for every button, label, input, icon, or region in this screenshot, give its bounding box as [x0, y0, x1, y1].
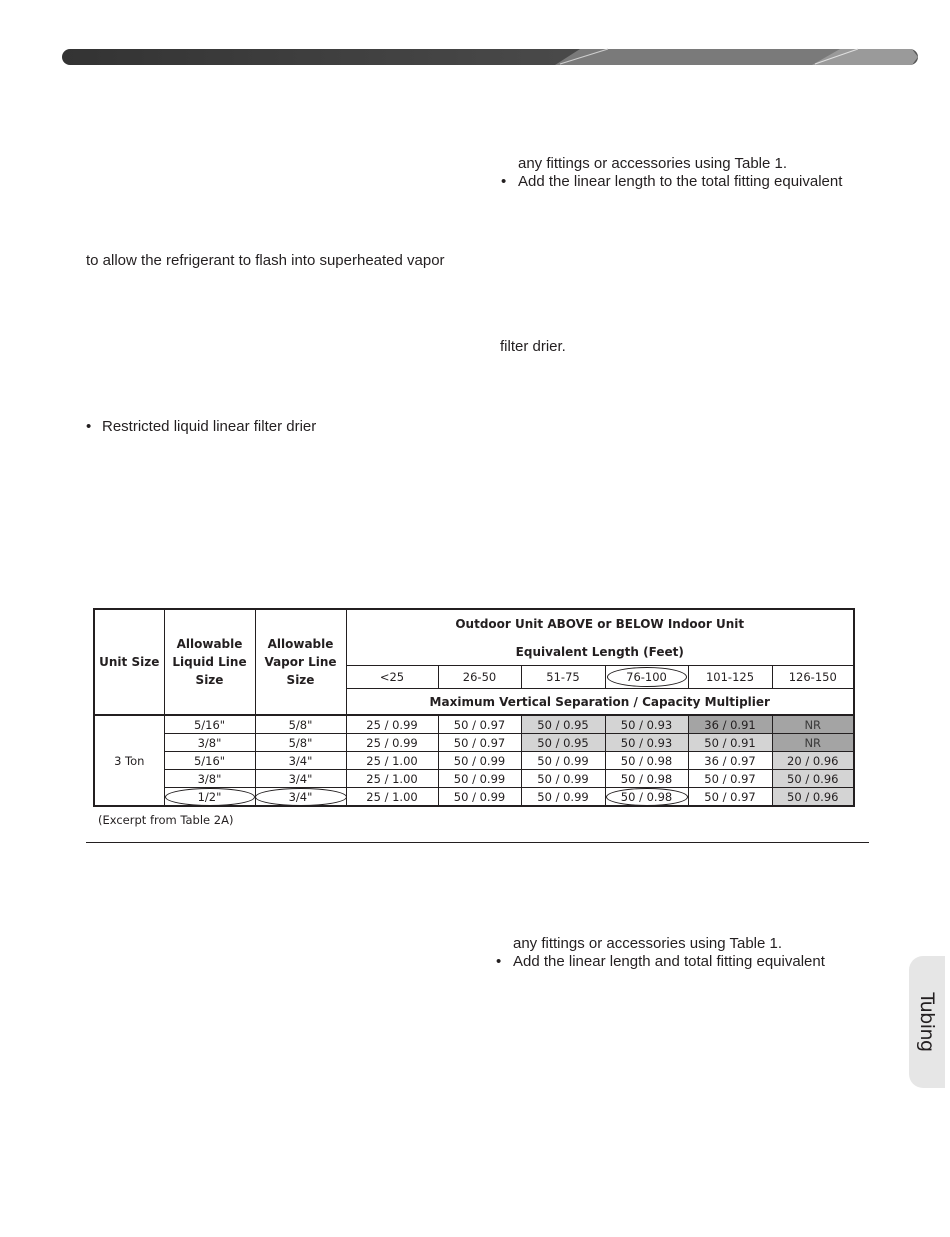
header-outdoor-unit: Outdoor Unit ABOVE or BELOW Indoor Unit — [346, 609, 854, 638]
value-cell: 50 / 0.98 — [605, 770, 688, 788]
value-cell: 50 / 0.97 — [688, 770, 772, 788]
value-cell: 50 / 0.91 — [688, 734, 772, 752]
table-caption: (Excerpt from Table 2A) — [98, 813, 234, 827]
length-col-header-highlighted: 76-100 — [605, 666, 688, 689]
value-cell: 50 / 0.97 — [438, 734, 521, 752]
highlight-oval — [606, 788, 688, 806]
length-col-header: 51-75 — [521, 666, 605, 689]
value-cell: 50 / 0.97 — [688, 788, 772, 807]
liquid-size-cell-highlighted: 1/2" — [164, 788, 255, 807]
highlight-oval — [165, 788, 255, 806]
length-col-header: 101-125 — [688, 666, 772, 689]
value-cell: 50 / 0.96 — [772, 770, 854, 788]
value-cell-nr: NR — [772, 715, 854, 734]
line-size-table-wrapper — [93, 608, 855, 807]
value-cell: 50 / 0.95 — [521, 715, 605, 734]
header-allowable-vapor: Allowable Vapor Line Size — [255, 609, 346, 715]
value-cell-nr: NR — [772, 734, 854, 752]
liquid-size-cell: 3/8" — [164, 770, 255, 788]
value-cell: 50 / 0.97 — [438, 715, 521, 734]
highlight-oval — [607, 667, 687, 687]
value-cell: 25 / 0.99 — [346, 715, 438, 734]
section-divider — [86, 842, 869, 843]
vapor-size-cell: 3/4" — [255, 752, 346, 770]
right-top-bullet-text: Add the linear length to the total fitting equivalent — [518, 173, 843, 190]
value-cell: 50 / 0.96 — [772, 788, 854, 807]
table-row — [94, 788, 854, 807]
unit-size-cell: 3 Ton — [94, 715, 164, 806]
liquid-size-cell: 3/8" — [164, 734, 255, 752]
value-cell: 25 / 1.00 — [346, 770, 438, 788]
left-bullet-restricted: Restricted liquid linear filter drier — [102, 418, 317, 435]
vapor-size-cell: 5/8" — [255, 734, 346, 752]
value-cell: 25 / 1.00 — [346, 752, 438, 770]
value-cell: 50 / 0.98 — [605, 752, 688, 770]
right-top-line: any fittings or accessories using Table 1. — [518, 155, 788, 172]
length-col-header: <25 — [346, 666, 438, 689]
value-cell: 50 / 0.99 — [521, 788, 605, 807]
value-cell: 25 / 0.99 — [346, 734, 438, 752]
right-bottom-bullet-text: Add the linear length and total fitting equivalent — [513, 953, 825, 970]
value-cell: 20 / 0.96 — [772, 752, 854, 770]
vapor-size-cell: 3/4" — [255, 770, 346, 788]
table-row — [94, 752, 854, 770]
table-row — [94, 734, 854, 752]
value-cell: 50 / 0.99 — [521, 770, 605, 788]
bullet-marker: • — [501, 173, 507, 190]
liquid-size-cell: 5/16" — [164, 752, 255, 770]
value-cell: 36 / 0.91 — [688, 715, 772, 734]
header-equivalent-length: Equivalent Length (Feet) — [346, 638, 854, 666]
value-cell: 50 / 0.99 — [438, 752, 521, 770]
liquid-size-cell: 5/16" — [164, 715, 255, 734]
highlight-oval — [255, 788, 347, 806]
length-col-header: 126-150 — [772, 666, 854, 689]
value-cell: 50 / 0.95 — [521, 734, 605, 752]
bullet-marker: • — [86, 418, 92, 435]
value-cell: 50 / 0.93 — [605, 715, 688, 734]
side-tab-label: Tubing — [916, 992, 938, 1052]
section-side-tab[interactable] — [909, 956, 945, 1088]
value-cell: 50 / 0.99 — [438, 788, 521, 807]
value-cell-highlighted: 50 / 0.98 — [605, 788, 688, 807]
value-cell: 50 / 0.93 — [605, 734, 688, 752]
vapor-size-cell-highlighted: 3/4" — [255, 788, 346, 807]
right-filter-drier-line: filter drier. — [500, 338, 566, 355]
left-flash-line: to allow the refrigerant to flash into superheated vapor — [86, 252, 445, 269]
value-cell: 25 / 1.00 — [346, 788, 438, 807]
header-unit-size: Unit Size — [94, 609, 164, 715]
header-max-vertical: Maximum Vertical Separation / Capacity Multiplier — [346, 689, 854, 716]
value-cell: 36 / 0.97 — [688, 752, 772, 770]
header-bar — [0, 0, 950, 80]
table-row — [94, 770, 854, 788]
vapor-size-cell: 5/8" — [255, 715, 346, 734]
length-col-header: 26-50 — [438, 666, 521, 689]
table-row — [94, 715, 854, 734]
right-bottom-line: any fittings or accessories using Table 1. — [513, 935, 783, 952]
bullet-marker: • — [496, 953, 502, 970]
header-allowable-liquid: Allowable Liquid Line Size — [164, 609, 255, 715]
value-cell: 50 / 0.99 — [438, 770, 521, 788]
value-cell: 50 / 0.99 — [521, 752, 605, 770]
line-size-table — [93, 608, 855, 807]
